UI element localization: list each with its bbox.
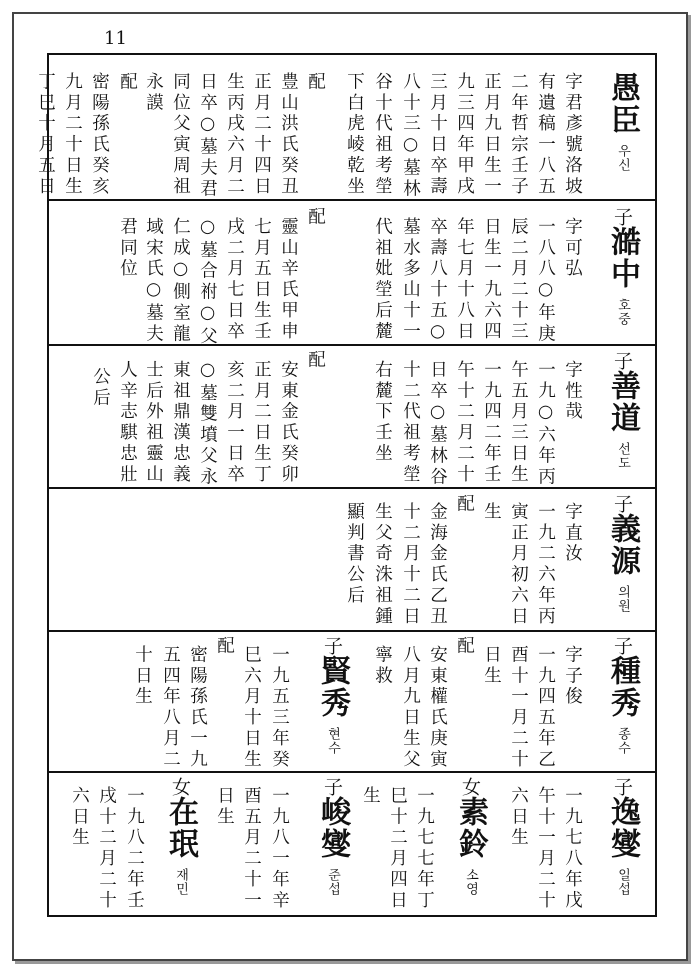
name-hanja: 善道	[605, 370, 640, 434]
text-column: 字子俊	[562, 645, 583, 708]
text-column: 十二代祖考塋	[400, 360, 421, 486]
name-hangul: 종수	[615, 727, 630, 755]
name-hanja: 在珉	[163, 796, 198, 860]
text-column: 一九四二年壬	[481, 360, 502, 486]
name-hangul: 일섭	[615, 868, 630, 896]
kinship-label: 子	[611, 636, 633, 655]
name-hanja: 素鈴	[453, 796, 488, 860]
text-column: 靈山辛氏甲申	[278, 217, 299, 343]
person-name-hojung	[605, 207, 640, 326]
text-column: 正月二十四日	[251, 72, 272, 198]
text-column: 正月九日生一	[481, 72, 502, 198]
text-column: 十日生	[132, 645, 153, 708]
text-column: 人辛志騏忠壯	[117, 360, 138, 486]
text-column: 同位父寅周祖	[170, 72, 191, 198]
text-column: 生	[360, 786, 381, 807]
text-column: 戌十二月二十	[96, 786, 117, 912]
text-column: 配	[454, 494, 475, 515]
text-column: 君同位	[117, 217, 138, 280]
text-column: 顯判書公后	[344, 502, 365, 607]
kinship-label: 女	[459, 777, 481, 796]
name-hanja: 澔中	[605, 226, 640, 290]
kinship-label: 女	[169, 777, 191, 796]
person-name-woosin	[605, 72, 640, 172]
person-name-junseop	[315, 777, 350, 896]
text-column: 日生	[481, 645, 502, 687]
name-hangul: 현수	[325, 727, 340, 755]
text-column: 一九七八年戊	[562, 786, 583, 912]
text-column: 生父奇洙祖鍾	[372, 502, 393, 628]
person-name-seondo	[605, 351, 640, 470]
name-hangul: 소영	[463, 868, 478, 896]
text-column: 配	[305, 207, 326, 228]
name-hangul: 우신	[615, 144, 630, 172]
person-name-hyeonsu	[315, 636, 350, 755]
text-column: 字君彥號洛坡	[562, 72, 583, 198]
name-hanja: 逸燮	[605, 796, 640, 860]
kinship-label: 子	[321, 777, 343, 796]
text-column: 卒壽八十五○	[427, 217, 448, 345]
text-column: 酉十一月二十	[508, 645, 529, 771]
kinship-label: 子	[611, 207, 633, 226]
kinship-label: 子	[611, 777, 633, 796]
person-name-ilseop	[605, 777, 640, 896]
text-column: 配	[117, 72, 138, 93]
text-column: 配	[305, 72, 326, 93]
person-name-jongsu	[605, 636, 640, 755]
text-column: 辰二月二十三	[508, 217, 529, 343]
text-column: 右麓下壬坐	[372, 360, 393, 465]
text-column: 東祖鼎漢忠義	[170, 360, 191, 486]
text-column: 密陽孫氏一九	[187, 645, 208, 771]
name-hangul: 선도	[615, 442, 630, 470]
text-column: 日卒○墓林谷	[427, 360, 448, 488]
section-divider	[49, 487, 655, 489]
text-column: 安東權氏庚寅	[427, 645, 448, 771]
text-column: 正月二日生丁	[251, 360, 272, 486]
text-column: 生	[481, 502, 502, 523]
text-column: 一九八二年壬	[124, 786, 145, 912]
text-column: 午十二月二十	[454, 360, 475, 486]
text-column: 字直汝	[562, 502, 583, 565]
person-name-soyeong	[453, 777, 488, 896]
text-column: 一九八一年辛	[269, 786, 290, 912]
name-hangul: 의원	[615, 585, 630, 613]
text-column: 豊山洪氏癸丑	[278, 72, 299, 198]
text-column: 一九○六年丙	[535, 360, 556, 488]
section-divider	[49, 199, 655, 201]
text-column: 亥二月一日卒	[224, 360, 245, 486]
page-number: 11	[104, 28, 127, 49]
section-divider	[49, 630, 655, 632]
text-column: 五四年八月二	[160, 645, 181, 771]
text-column: 午五月三日生	[508, 360, 529, 486]
text-column: 六日生	[69, 786, 90, 849]
text-column: 生丙戌六月二	[224, 72, 245, 198]
text-column: ○墓雙墳父永	[197, 360, 218, 488]
text-column: 十二月十二日	[400, 502, 421, 628]
text-column: 字性哉	[562, 360, 583, 423]
person-name-uiwon	[605, 494, 640, 613]
section-divider	[49, 344, 655, 346]
text-column: 配	[214, 636, 235, 657]
text-column: 永謨	[143, 72, 164, 114]
name-hangul: 준섭	[325, 868, 340, 896]
text-column: 金海金氏乙丑	[427, 502, 448, 628]
text-column: 酉五月二十一	[241, 786, 262, 912]
text-column: 配	[454, 636, 475, 657]
text-column: 仁成○側室龍	[170, 217, 191, 345]
kinship-label: 子	[611, 494, 633, 513]
text-column: 一九二六年丙	[535, 502, 556, 628]
text-column: 有遺稿一八五	[535, 72, 556, 198]
text-column: 字可弘	[562, 217, 583, 280]
text-column: 安東金氏癸卯	[278, 360, 299, 486]
text-column: 九三四年甲戌	[454, 72, 475, 198]
text-column: 域宋氏○墓夫	[143, 217, 164, 345]
text-column: 三月十日卒壽	[427, 72, 448, 198]
section-divider	[49, 771, 655, 773]
text-column: 年七月十八日	[454, 217, 475, 343]
text-column: 公后	[90, 367, 111, 409]
text-column: 七月五日生壬	[251, 217, 272, 343]
name-hanja: 種秀	[605, 655, 640, 719]
text-column: 墓水多山十一	[400, 217, 421, 343]
name-hanja: 愚臣	[605, 72, 640, 136]
text-column: 午十一月二十	[535, 786, 556, 912]
name-hangul: 재민	[173, 868, 188, 896]
kinship-label: 子	[321, 636, 343, 655]
text-column: 代祖妣塋后麓	[372, 217, 393, 343]
kinship-label: 子	[611, 351, 633, 370]
text-column: 一八八○年庚	[535, 217, 556, 345]
text-column: 一九五三年癸	[269, 645, 290, 771]
text-column: 下白虎崚乾坐	[344, 72, 365, 198]
text-column: 寅正月初六日	[508, 502, 529, 628]
text-column: 巳六月十日生	[241, 645, 262, 771]
text-column: 日生	[214, 786, 235, 828]
person-name-jaemin	[163, 777, 198, 896]
text-column: 丁巳十月五日	[35, 72, 56, 198]
text-column: 戌二月七日卒	[224, 217, 245, 343]
name-hanja: 義源	[605, 513, 640, 577]
text-column: ○墓合祔○父	[197, 217, 218, 348]
text-column: 九月二十日生	[62, 72, 83, 198]
name-hanja: 峻燮	[315, 796, 350, 860]
text-column: 士后外祖靈山	[143, 360, 164, 486]
text-column: 寧救	[372, 645, 393, 687]
text-column: 八月九日生父	[400, 645, 421, 771]
text-column: 一九七七年丁	[414, 786, 435, 912]
text-column: 密陽孫氏癸亥	[89, 72, 110, 198]
text-column: 二年哲宗壬子	[508, 72, 529, 198]
name-hanja: 賢秀	[315, 655, 350, 719]
text-column: 日卒○墓夫君	[197, 72, 218, 200]
text-column: 八十三○墓林	[400, 72, 421, 200]
text-column: 谷十代祖考塋	[372, 72, 393, 198]
text-column: 配	[305, 350, 326, 371]
text-column: 巳十二月四日	[387, 786, 408, 912]
text-column: 一九四五年乙	[535, 645, 556, 771]
text-column: 日生一九六四	[481, 217, 502, 343]
text-column: 六日生	[508, 786, 529, 849]
name-hangul: 호중	[615, 298, 630, 326]
